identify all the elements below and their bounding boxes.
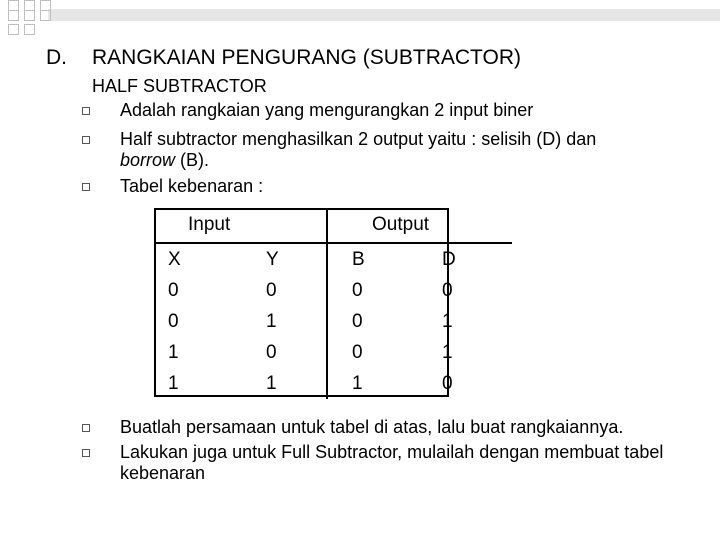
table-cell: 0 — [168, 310, 179, 332]
table-cell: 0 — [442, 279, 453, 301]
table-cell: 0 — [248, 337, 327, 368]
section-title: RANGKAIAN PENGURANG (SUBTRACTOR) — [92, 46, 521, 69]
bullet-text-line: (B). — [180, 150, 210, 170]
bullet-text: Tabel kebenaran : — [120, 176, 264, 196]
grid-cell — [24, 24, 35, 35]
column-header: Y — [248, 243, 327, 275]
grid-cell — [24, 10, 35, 21]
truth-table — [154, 208, 512, 399]
group-header-output: Output — [372, 214, 430, 235]
column-header: B — [327, 243, 412, 275]
table-row — [154, 275, 512, 306]
decorative-corner-grid — [0, 0, 720, 40]
grid-cell — [40, 10, 51, 21]
table-cell: 0 — [352, 279, 363, 301]
table-row — [154, 368, 512, 399]
table-group-header-row — [154, 208, 512, 243]
table-cell: 1 — [352, 372, 363, 394]
table-cell: 1 — [442, 310, 453, 332]
table-cell: 1 — [168, 341, 179, 363]
subsection-title: HALF SUBTRACTOR — [92, 76, 267, 96]
table-cell: 0 — [442, 372, 453, 394]
table-column-header-row — [154, 243, 512, 275]
borrow-term: borrow — [120, 150, 176, 170]
section-heading — [46, 46, 521, 70]
table-cell: 1 — [248, 306, 327, 337]
section-number: D. — [46, 46, 67, 69]
table-cell: 1 — [248, 368, 327, 399]
column-header: D — [412, 243, 512, 275]
grid-cell — [8, 10, 19, 21]
hollow-square-bullet-icon — [82, 107, 90, 115]
table-cell: 0 — [168, 279, 179, 301]
hollow-square-bullet-icon — [82, 424, 90, 432]
hollow-square-bullet-icon — [82, 449, 90, 457]
hollow-square-bullet-icon — [82, 136, 90, 144]
table-cell: 0 — [248, 275, 327, 306]
decorative-top-strip — [48, 9, 720, 21]
table-cell: 0 — [352, 341, 363, 363]
grid-cell — [8, 24, 19, 35]
table-cell: 0 — [352, 310, 363, 332]
bullet-text: Lakukan juga untuk Full Subtractor, mulailah dengan membuat tabel kebenaran — [120, 442, 664, 483]
table-cell: 1 — [442, 341, 453, 363]
group-header-input: Input — [154, 208, 327, 243]
table-cell: 1 — [168, 372, 179, 394]
hollow-square-bullet-icon — [82, 183, 90, 191]
column-header: X — [154, 243, 248, 275]
bullet-text-line: Half subtractor menghasilkan 2 output yaitu : selisih (D) dan — [120, 129, 597, 149]
bullet-text: Buatlah persamaan untuk tabel di atas, lalu buat rangkaiannya. — [120, 417, 624, 437]
bullet-text — [120, 129, 700, 171]
bullet-text: Adalah rangkaian yang mengurangkan 2 input biner — [120, 100, 534, 120]
table-row — [154, 337, 512, 368]
table-row — [154, 306, 512, 337]
